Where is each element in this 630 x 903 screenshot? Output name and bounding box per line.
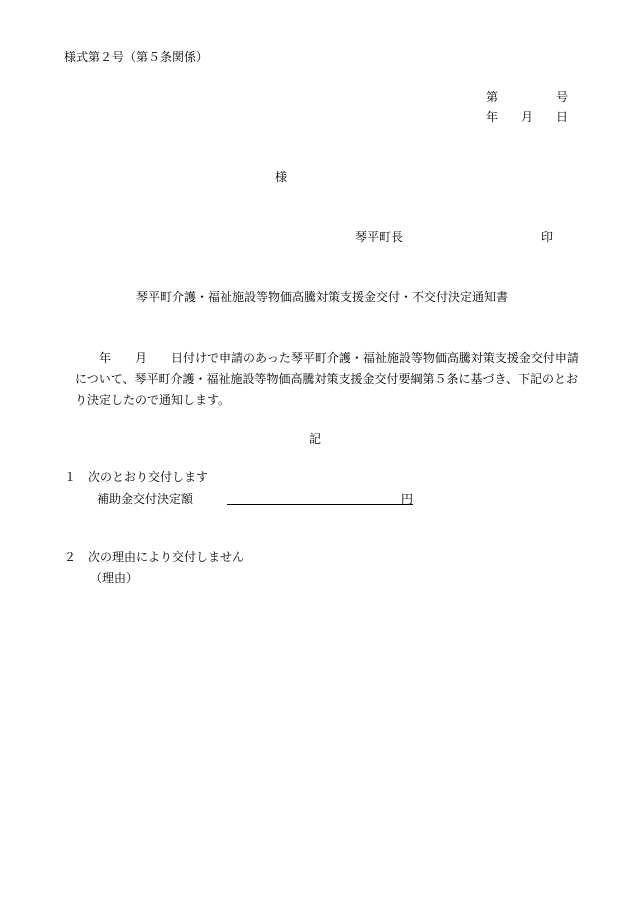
body-line-2: について、琴平町介護・福祉施設等物価高騰対策支援金交付要綱第５条に基づき、下記のとお (75, 372, 579, 386)
date-day-label: 日 (556, 110, 569, 124)
document-title: 琴平町介護・福祉施設等物価高騰対策支援金交付・不交付決定通知書 (136, 290, 509, 304)
item-2-heading: ２ 次の理由により交付しません (64, 550, 245, 564)
form-label: 様式第２号（第５条関係） (64, 50, 209, 64)
document-number-prefix: 第 (486, 90, 499, 104)
issuer-name: 琴平町長 (355, 230, 404, 244)
date-year-label: 年 (486, 110, 499, 124)
document-number-suffix: 号 (556, 90, 569, 104)
recipient-honorific: 様 (275, 170, 288, 184)
grant-amount-unit: 円 (401, 492, 414, 506)
grant-amount-underline (227, 504, 413, 505)
date-month-label: 月 (521, 110, 534, 124)
body-line-3: り決定したので通知します。 (75, 393, 231, 407)
item-1-heading: １ 次のとおり交付します (64, 470, 209, 484)
grant-amount-label: 補助金交付決定額 (97, 492, 194, 506)
ki-heading: 記 (309, 432, 322, 446)
body-paragraph (75, 348, 579, 411)
body-line-1: 年 月 日付けで申請のあった琴平町介護・福祉施設等物価高騰対策支援金交付申請 (99, 351, 579, 365)
issuer-seal: 印 (541, 230, 554, 244)
reason-label: （理由） (90, 571, 139, 585)
